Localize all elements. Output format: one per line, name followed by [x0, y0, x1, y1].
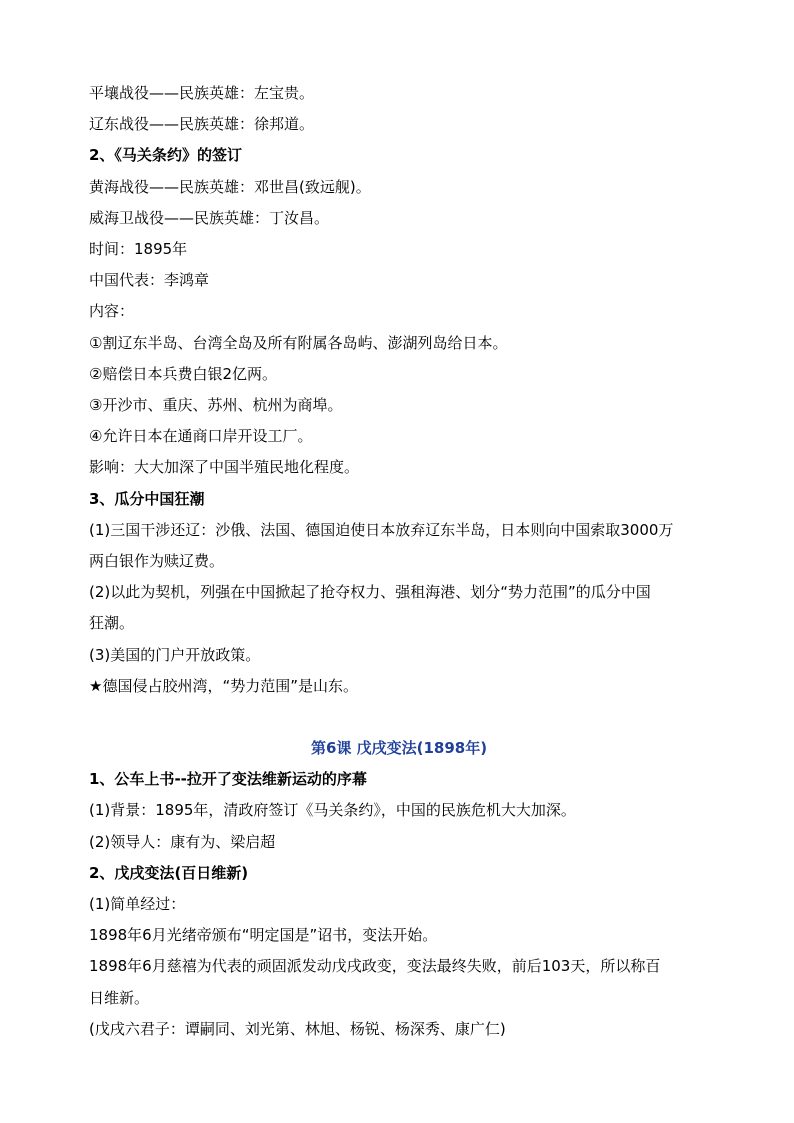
document-page — [89, 78, 709, 1045]
text-line: 时间：1895年 — [89, 240, 188, 259]
text-line: 日维新。 — [89, 988, 150, 1007]
text-line: 威海卫战役——民族英雄：丁汝昌。 — [89, 208, 330, 227]
section-first-sino-japanese-war — [89, 78, 709, 702]
text-line: 1898年6月慈禧为代表的顽固派发动戊戌政变，变法最终失败，前后103天，所以称百 — [89, 957, 661, 976]
section-heading: 2、戊戌变法(百日维新) — [89, 863, 249, 882]
text-line: ③开沙市、重庆、苏州、杭州为商埠。 — [89, 396, 343, 415]
text-line: ④允许日本在通商口岸开设工厂。 — [89, 427, 313, 446]
text-line: (1)三国干涉还辽：沙俄、法国、德国迫使日本放弃辽东半岛，日本则向中国索取3000万 — [89, 520, 674, 539]
section-heading: 1、公车上书--拉开了变法维新运动的序幕 — [89, 770, 367, 789]
text-line: ②赔偿日本兵费白银2亿两。 — [89, 364, 277, 383]
text-line: 两白银作为赎辽费。 — [89, 552, 225, 571]
text-line: ★德国侵占胶州湾，“势力范围”是山东。 — [89, 676, 358, 695]
text-line: 辽东战役——民族英雄：徐邦道。 — [89, 115, 315, 134]
text-line: (3)美国的门户开放政策。 — [89, 645, 261, 664]
text-line: 狂潮。 — [89, 614, 135, 633]
text-line: 平壤战役——民族英雄：左宝贵。 — [89, 84, 315, 102]
text-line: 影响：大大加深了中国半殖民地化程度。 — [89, 458, 360, 477]
section-heading: 3、瓜分中国狂潮 — [89, 489, 205, 508]
lesson-title: 第6课 戊戌变法(1898年) — [310, 739, 488, 758]
text-line: ①割辽东半岛、台湾全岛及所有附属各岛屿、澎湖列岛给日本。 — [89, 333, 508, 352]
text-line: (2)以此为契机，列强在中国掀起了抢夺权力、强租海港、划分“势力范围”的瓜分中国 — [89, 583, 651, 602]
text-line: 黄海战役——民族英雄：邓世昌(致远舰)。 — [89, 177, 371, 196]
text-line: (2)领导人：康有为、梁启超 — [89, 832, 276, 851]
text-line: (1)简单经过： — [89, 895, 186, 914]
section-heading: 2、《马关条约》的签订 — [89, 146, 242, 165]
text-line: 内容： — [89, 302, 135, 321]
text-line: 中国代表：李鸿章 — [89, 271, 210, 290]
text-line: (戊戌六君子：谭嗣同、刘光第、林旭、杨锐、杨深秀、康广仁) — [89, 1019, 506, 1038]
text-line: (1)背景：1895年，清政府签订《马关条约》，中国的民族危机大大加深。 — [89, 801, 576, 820]
section-hundred-days-reform — [89, 764, 709, 1045]
text-line: 1898年6月光绪帝颁布“明定国是”诏书，变法开始。 — [89, 926, 438, 945]
